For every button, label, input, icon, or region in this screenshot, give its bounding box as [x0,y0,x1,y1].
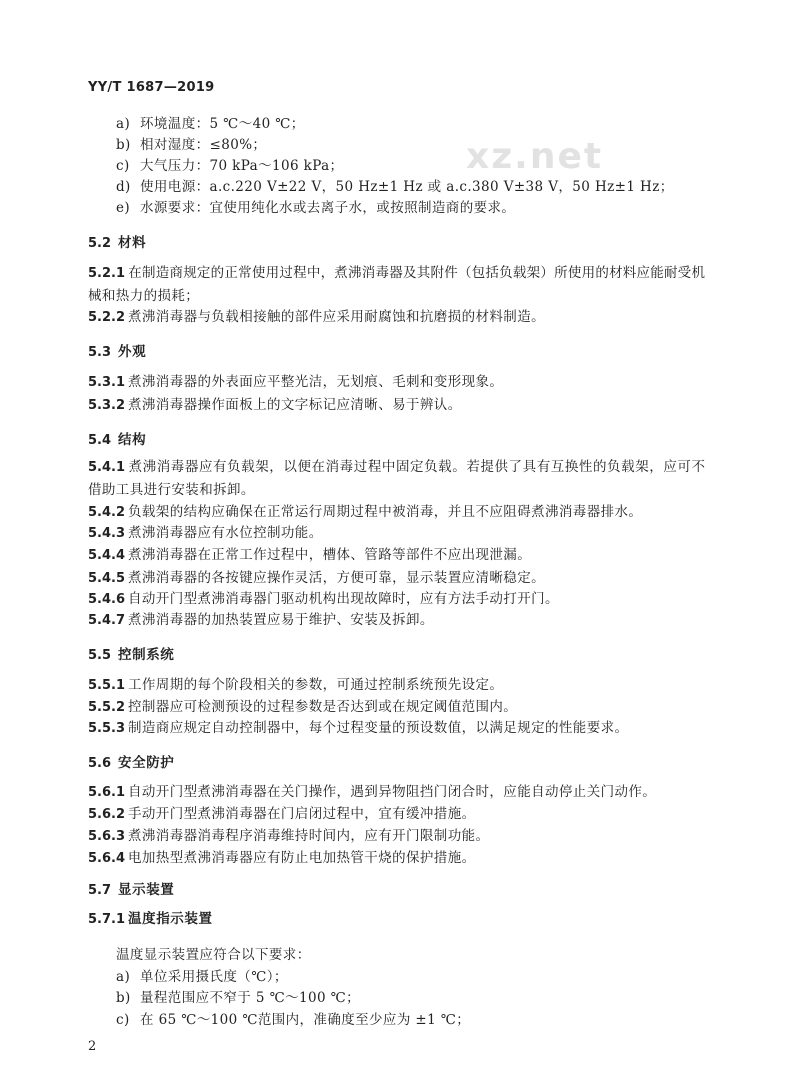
clause-number: 5.4.2 [88,505,126,520]
clause-5-4-1 [88,456,705,501]
section-heading-5-5 [88,644,705,667]
clause-text: 工作周期的每个阶段相关的参数，可通过控制系统预先设定。 [128,677,504,693]
clause-5-4-5 [88,567,705,590]
clause-number: 5.4.1 [88,460,126,475]
clause-5-4-4 [88,544,705,567]
section-heading-5-6 [88,752,705,775]
clause-5-2-1 [88,262,705,307]
clause-number: 5.4.7 [88,613,126,628]
list-text: 相对湿度：≤80%； [140,137,267,153]
subsection-number: 5.7.1 [88,912,126,927]
list-text: 水源要求：宜使用纯化水或去离子水，或按照制造商的要求。 [140,200,516,216]
list-text: 单位采用摄氏度（℃）； [140,969,288,985]
clause-text: 煮沸消毒器的外表面应平整光洁，无划痕、毛刺和变形现象。 [128,374,504,390]
clause-5-5-3 [88,717,705,740]
list-label: b) [116,990,131,1006]
section-heading-5-7 [88,879,705,902]
section-title: 显示装置 [118,882,175,898]
section-number: 5.2 [88,236,112,251]
list-text: 环境温度：5 ℃～40 ℃； [140,116,305,132]
list-text: 大气压力：70 kPa～106 kPa； [140,158,344,174]
clause-number: 5.6.4 [88,851,126,866]
section-heading-5-3 [88,341,705,364]
clause-5-4-3 [88,522,705,545]
clause-5-4-6 [88,588,705,611]
clause-5-2-2 [88,306,705,329]
clause-text: 煮沸消毒器的加热装置应易于维护、安装及拆卸。 [128,612,434,628]
clause-text: 煮沸消毒器应有负载架，以便在消毒过程中固定负载。若提供了具有互换性的负载架，应可不 [128,459,705,475]
clause-text: 煮沸消毒器与负载相接触的部件应采用耐腐蚀和抗磨损的材料制造。 [128,309,545,325]
section-number: 5.6 [88,756,112,771]
clause-text: 煮沸消毒器在正常工作过程中，槽体、管路等部件不应出现泄漏。 [128,547,532,563]
clause-number: 5.2.1 [88,266,126,281]
page-number: 2 [88,1039,97,1054]
temperature-requirement-a [116,966,705,988]
clause-5-3-1 [88,371,705,394]
clause-5-5-1 [88,674,705,697]
clause-continuation: 借助工具进行安装和拆卸。 [88,482,255,498]
clause-text: 煮沸消毒器操作面板上的文字标记应清晰、易于辨认。 [128,397,462,413]
clause-5-6-1 [88,781,705,804]
list-label: c) [116,158,130,174]
env-condition-a [116,113,705,135]
clause-number: 5.4.6 [88,592,126,607]
section-number: 5.4 [88,433,112,448]
clause-number: 5.4.3 [88,526,126,541]
temperature-requirement-c [116,1009,705,1031]
clause-5-4-7 [88,609,705,632]
clause-number: 5.3.1 [88,375,126,390]
requirements-intro: 温度显示装置应符合以下要求： [116,947,311,963]
section-number: 5.5 [88,648,112,663]
clause-text: 自动开门型煮沸消毒器门驱动机构出现故障时，应有方法手动打开门。 [128,591,559,607]
clause-text: 煮沸消毒器的各按键应操作灵活，方便可靠，显示装置应清晰稳定。 [128,570,545,586]
section-title: 材料 [118,235,147,251]
list-text: 在 65 ℃～100 ℃范围内，准确度至少应为 ±1 ℃； [140,1012,471,1028]
list-label: a) [116,116,131,132]
temperature-requirement-b [116,987,705,1009]
clause-5-4-2 [88,501,705,524]
clause-5-6-2 [88,803,705,826]
clause-number: 5.6.3 [88,829,126,844]
clause-first-line [88,262,705,285]
list-label: c) [116,1012,130,1028]
clause-text: 制造商应规定自动控制器中，每个过程变量的预设数值，以满足规定的性能要求。 [128,720,629,736]
section-number: 5.7 [88,883,112,898]
env-condition-e [116,197,705,219]
env-condition-c [116,155,705,177]
env-condition-b [116,134,705,156]
clause-number: 5.2.2 [88,310,126,325]
subsection-heading-5-7-1 [88,908,705,931]
clause-text: 煮沸消毒器应有水位控制功能。 [128,525,323,541]
list-label: b) [116,137,131,153]
clause-number: 5.6.2 [88,807,126,822]
clause-5-6-4 [88,847,705,870]
section-number: 5.3 [88,345,112,360]
clause-continuation: 械和热力的损耗； [88,288,200,304]
clause-number: 5.4.4 [88,548,126,563]
clause-text: 煮沸消毒器消毒程序消毒维持时间内，应有开门限制功能。 [128,828,490,844]
list-text: 量程范围应不窄于 5 ℃～100 ℃； [140,990,361,1006]
clause-text: 负载架的结构应确保在正常运行周期过程中被消毒，并且不应阻碍煮沸消毒器排水。 [128,504,643,520]
section-heading-5-2 [88,232,705,255]
clause-text: 电加热型煮沸消毒器应有防止电加热管干烧的保护措施。 [128,850,476,866]
doc-code-header: YY/T 1687—2019 [88,80,215,95]
subsection-title: 温度指示装置 [128,911,213,927]
clause-number: 5.5.1 [88,678,126,693]
clause-number: 5.5.2 [88,700,126,715]
clause-number: 5.4.5 [88,571,126,586]
clause-text: 在制造商规定的正常使用过程中，煮沸消毒器及其附件（包括负载架）所使用的材料应能耐受机 [128,265,705,281]
clause-text: 控制器应可检测预设的过程参数是否达到或在规定阈值范围内。 [128,699,518,715]
clause-5-6-3 [88,825,705,848]
clause-text: 手动开门型煮沸消毒器在门启闭过程中，宜有缓冲措施。 [128,806,476,822]
section-title: 外观 [118,344,147,360]
clause-5-5-2 [88,696,705,719]
list-text: 使用电源：a.c.220 V±22 V，50 Hz±1 Hz 或 a.c.380 V±38 V，50 Hz±1 Hz； [140,179,674,195]
clause-number: 5.3.2 [88,398,126,413]
section-title: 安全防护 [118,755,175,771]
section-title: 控制系统 [118,647,175,663]
clause-number: 5.5.3 [88,721,126,736]
section-title: 结构 [118,432,147,448]
clause-text: 自动开门型煮沸消毒器在关门操作，遇到异物阻挡门闭合时，应能自动停止关门动作。 [128,784,657,800]
list-label: e) [116,200,131,216]
env-condition-d [116,176,705,198]
clause-number: 5.6.1 [88,785,126,800]
section-heading-5-4 [88,429,705,452]
watermark: xz.net [466,136,604,177]
clause-first-line [88,456,705,479]
list-label: d) [116,179,131,195]
list-label: a) [116,969,131,985]
clause-5-3-2 [88,394,705,417]
